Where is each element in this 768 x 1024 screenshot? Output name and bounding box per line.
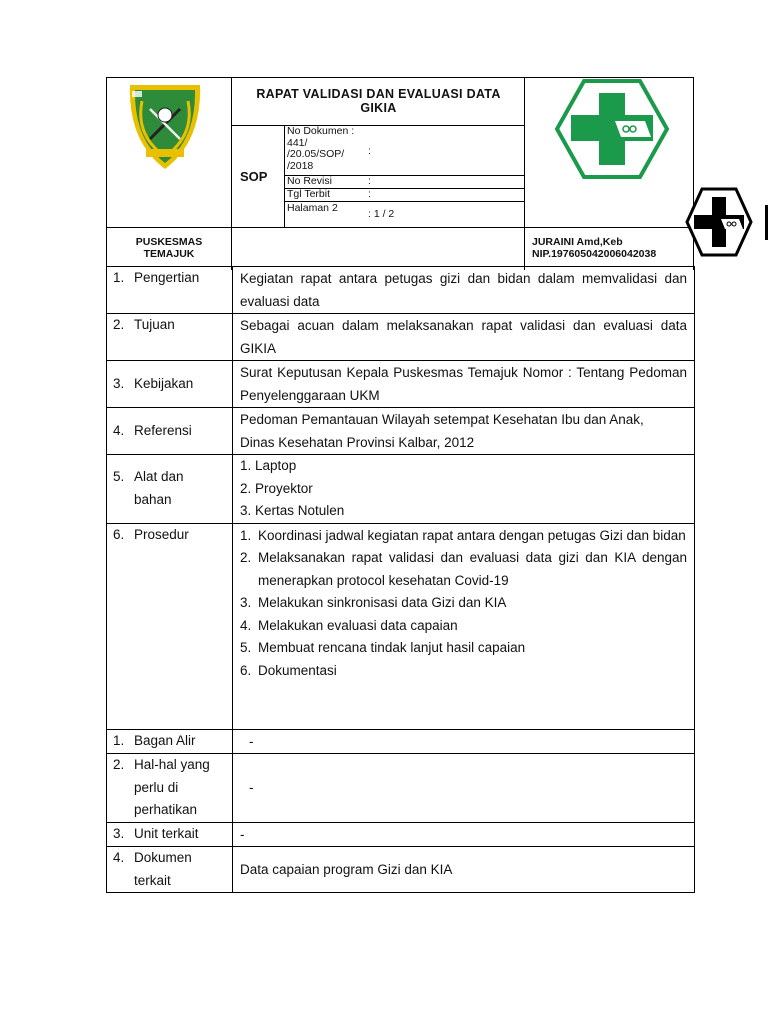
section-content: Kegiatan rapat antara petugas gizi dan bidan dalam memvalidasi dan evaluasi data bbox=[240, 271, 687, 309]
list-item: 6. Dokumentasi bbox=[240, 662, 337, 678]
section-content: - bbox=[240, 826, 245, 842]
section-number: 3. bbox=[113, 825, 125, 841]
list-item: 2. Proyektor bbox=[240, 480, 313, 496]
list-item: 2. Melaksanakan rapat validasi dan evaluasi data gizi dan KIA dengan menerapkan protocol kesehatan Covid-19 bbox=[240, 550, 687, 588]
section-content: Surat Keputusan Kepala Puskesmas Temajuk Nomor : Tentang Pedoman Penyelenggaraan UKM bbox=[240, 365, 687, 403]
side-logo-icon bbox=[685, 187, 753, 257]
list-item: 5. Membuat rencana tindak lanjut hasil capaian bbox=[240, 640, 526, 655]
doc-number-value: : bbox=[368, 145, 371, 157]
table-row bbox=[107, 847, 695, 893]
list-item: 1. Koordinasi jadwal kegiatan rapat antara dengan petugas Gizi dan bidan bbox=[240, 527, 686, 543]
puskesmas-logo-icon bbox=[555, 77, 669, 181]
sop-header bbox=[106, 77, 694, 270]
section-number: 4. bbox=[113, 850, 125, 865]
section-label: Hal-hal yang perlu di perhatikan bbox=[134, 757, 210, 817]
document-title: RAPAT VALIDASI DAN EVALUASI DATA GIKIA bbox=[256, 87, 501, 115]
issue-date-value: : bbox=[368, 188, 371, 200]
table-row bbox=[107, 267, 695, 314]
equipment-list bbox=[233, 455, 694, 523]
section-number: 1. bbox=[113, 270, 125, 285]
signer-name: JURAINI Amd,Keb bbox=[532, 236, 623, 248]
section-number: 1. bbox=[113, 732, 125, 748]
table-row bbox=[107, 361, 695, 408]
issue-date-label: Tgl Terbit bbox=[287, 188, 330, 200]
list-item: 1. Laptop bbox=[240, 458, 297, 473]
page-value: : 1 / 2 bbox=[368, 208, 395, 220]
revision-label: No Revisi bbox=[287, 175, 332, 187]
list-item: 3. Kertas Notulen bbox=[240, 503, 345, 518]
procedure-list bbox=[240, 525, 687, 683]
table-row bbox=[107, 822, 695, 847]
section-label: Pengertian bbox=[134, 270, 200, 285]
table-row bbox=[107, 754, 695, 823]
section-content: Sebagai acuan dalam melaksanakan rapat validasi dan evaluasi data GIKIA bbox=[240, 318, 687, 356]
section-label: Kebijakan bbox=[134, 375, 194, 391]
section-number: 5. bbox=[113, 469, 125, 485]
section-content: Pedoman Pemantauan Wilayah setempat Kesehatan Ibu dan Anak, Dinas Kesehatan Provinsi Kalbar, 2012 bbox=[240, 412, 644, 450]
puskesmas-name: PUSKESMAS TEMAJUK bbox=[135, 236, 203, 260]
table-row bbox=[107, 523, 695, 729]
section-label: Tujuan bbox=[134, 317, 175, 332]
section-number: 6. bbox=[113, 526, 125, 542]
revision-value: : bbox=[368, 175, 371, 187]
signer-nip: NIP.197605042006042038 bbox=[532, 248, 657, 260]
section-number: 2. bbox=[113, 317, 125, 332]
section-content: Data capaian program Gizi dan KIA bbox=[240, 861, 453, 877]
regional-emblem-icon bbox=[122, 81, 208, 173]
table-row bbox=[107, 729, 695, 754]
section-label: Referensi bbox=[134, 422, 192, 438]
section-content: - bbox=[249, 733, 254, 749]
section-label: Bagan Alir bbox=[134, 732, 196, 748]
section-label: Alat dan bahan bbox=[134, 469, 184, 507]
section-number: 3. bbox=[113, 375, 125, 391]
section-number: 2. bbox=[113, 757, 125, 772]
table-row bbox=[107, 455, 695, 524]
table-row bbox=[107, 408, 695, 455]
list-item: 4. Melakukan evaluasi data capaian bbox=[240, 617, 458, 633]
section-label: Prosedur bbox=[134, 526, 189, 542]
sop-label: SOP bbox=[240, 169, 268, 184]
doc-number-label: No Dokumen : 441/ /20.05/SOP/ /2018 bbox=[287, 125, 355, 172]
section-content: - bbox=[249, 780, 254, 795]
page-label: Halaman 2 bbox=[287, 202, 338, 214]
table-row bbox=[107, 314, 695, 361]
section-label: Unit terkait bbox=[134, 825, 199, 841]
section-label: Dokumen terkait bbox=[134, 850, 192, 888]
list-item: 3. Melakukan sinkronisasi data Gizi dan KIA bbox=[240, 595, 507, 610]
section-number: 4. bbox=[113, 422, 125, 438]
sop-content-table bbox=[106, 266, 695, 893]
